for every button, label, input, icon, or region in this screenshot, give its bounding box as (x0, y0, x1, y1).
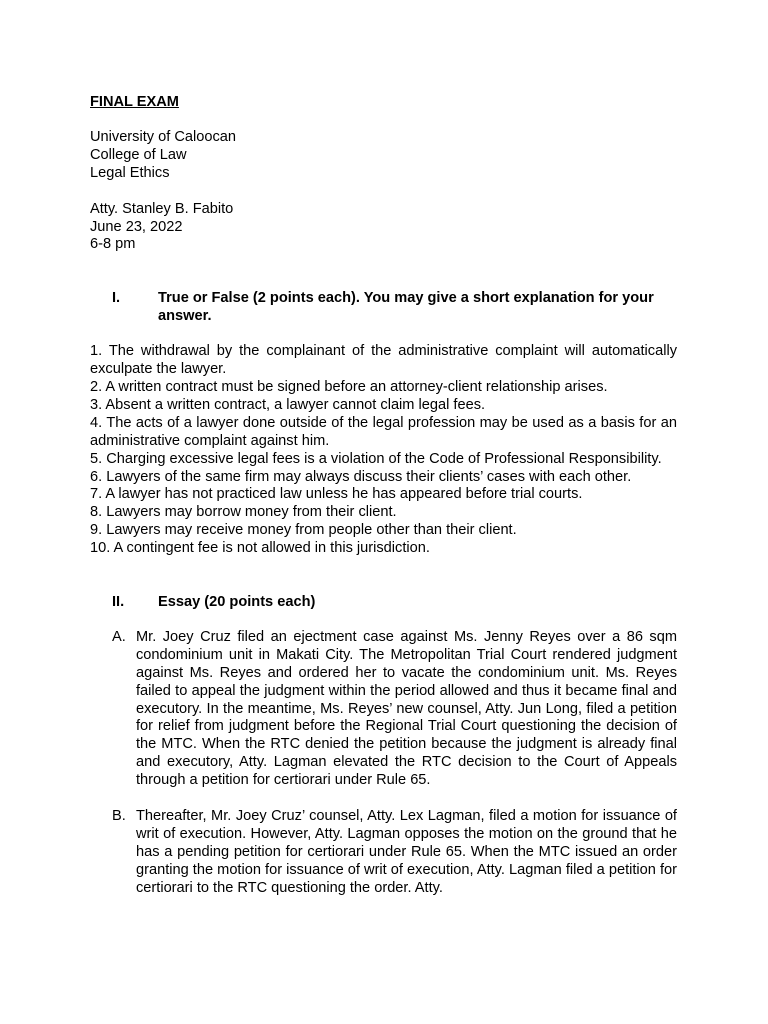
exam-date: June 23, 2022 (90, 218, 183, 235)
part2-heading-text: Essay (20 points each) (158, 594, 316, 611)
essay-a (90, 629, 677, 790)
essay-b (90, 808, 677, 898)
essay-text: Mr. Joey Cruz filed an ejectment case against Ms. Jenny Reyes over a 86 sqm condominium unit in Makati City. The Metropolitan Trial Court rendered judgment against Ms. Reyes and ordered her to vacate the condominium unit. Ms. Reyes failed to appeal the judgment within the period allowed and thus it became final and executory. In the meantime, Ms. Reyes’ new counsel, Atty. Jun Long, filed a petition for relief from judgment before the Regional Trial Court questioning the decision of the MTC. When the RTC denied the petition because the judgment is already final and executory, Atty. Lagman elevated the RTC decision to the Court of Appeals through a petition for certiorari under Rule 65. (136, 628, 677, 789)
university-name: University of Caloocan (90, 128, 237, 145)
college-name: College of Law (90, 146, 187, 163)
part2-numeral: II. (112, 594, 125, 611)
essay-text: Thereafter, Mr. Joey Cruz’ counsel, Atty. Lex Lagman, filed a motion for issuance of writ of execution. However, Atty. Lagman opposes the motion on the ground that he has a pending petition for certiorari under Rule 65. When the MTC issued an order granting the motion for issuance of writ of execution, Atty. Lagman filed a petition for certiorari to the RTC questioning the order. Atty. (136, 808, 677, 896)
list-item: 10. A contingent fee is not allowed in this jurisdiction. (90, 540, 430, 557)
exam-page (90, 94, 677, 916)
list-item: 7. A lawyer has not practiced law unless he has appeared before trial courts. (90, 486, 583, 503)
exam-time: 6-8 pm (90, 236, 136, 253)
essay-letter: B. (112, 808, 126, 825)
school-info (90, 129, 677, 183)
part1-heading (90, 290, 677, 326)
list-item: 5. Charging excessive legal fees is a violation of the Code of Professional Responsibility. (90, 450, 662, 467)
part1-numeral: I. (112, 290, 121, 307)
exam-details (90, 201, 677, 255)
list-item: 6. Lawyers of the same firm may always discuss their clients’ cases with each other. (90, 468, 632, 485)
list-item: 3. Absent a written contract, a lawyer cannot claim legal fees. (90, 396, 486, 413)
list-item: 9. Lawyers may receive money from people other than their client. (90, 522, 517, 539)
course-name: Legal Ethics (90, 164, 170, 181)
exam-title: FINAL EXAM (90, 94, 179, 110)
list-item: 2. A written contract must be signed before an attorney-client relationship arises. (90, 378, 608, 395)
part1-heading-text: True or False (2 points each). You may give a short explanation for your answer. (158, 290, 654, 325)
true-false-list (90, 343, 677, 558)
list-item: 1. The withdrawal by the complainant of the administrative complaint will automatically exculpate the lawyer. (90, 343, 677, 378)
list-item: 4. The acts of a lawyer done outside of the legal profession may be used as a basis for an administrative complaint against him. (90, 414, 677, 449)
instructor-name: Atty. Stanley B. Fabito (90, 200, 234, 217)
list-item: 8. Lawyers may borrow money from their client. (90, 504, 397, 521)
part2-heading (90, 594, 677, 612)
essay-letter: A. (112, 628, 126, 645)
